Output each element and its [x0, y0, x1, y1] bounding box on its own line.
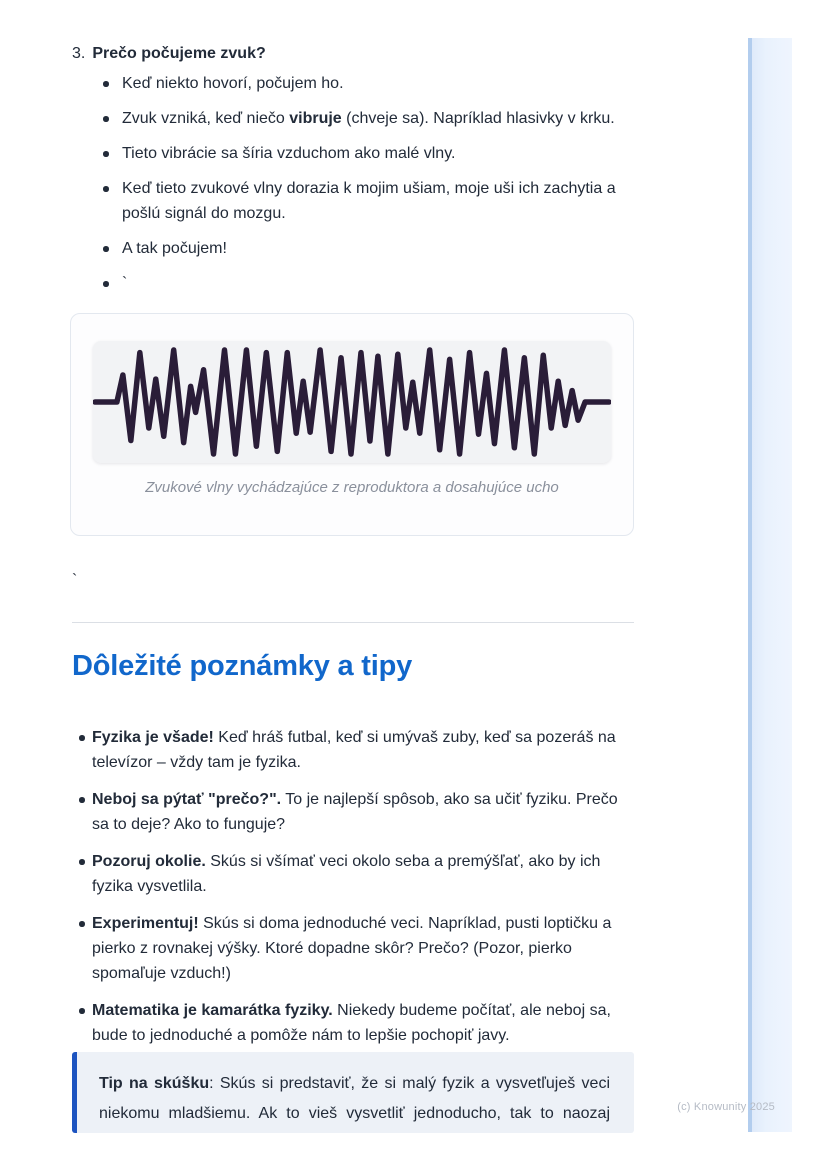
sound-wave-card: [93, 341, 611, 463]
next-page-edge-bar[interactable]: [748, 38, 792, 1132]
list-item: Keď tieto zvukové vlny dorazia k mojim ušiam, moje uši ich zachytia a pošlú signál do mozgu.: [122, 176, 634, 226]
list-item: Pozoruj okolie. Skús si všímať veci okolo seba a premýšľať, ako by ich fyzika vysvetlila.: [92, 849, 634, 899]
list-item: A tak počujem!: [122, 236, 634, 261]
question-heading: [72, 41, 634, 66]
question-title: Prečo počujeme zvuk?: [92, 45, 266, 62]
question-bullet-list: [72, 71, 634, 296]
question-section: [72, 41, 634, 306]
section-heading: Dôležité poznámky a tipy: [72, 650, 413, 682]
sound-wave-icon: [93, 341, 611, 463]
tip-callout: [72, 1052, 634, 1133]
stray-backtick-text: `: [72, 572, 78, 589]
section-divider: [72, 622, 634, 623]
copyright-text: (c) Knowunity 2025: [677, 1101, 775, 1113]
list-item: Matematika je kamarátka fyziky. Niekedy budeme počítať, ale neboj sa, bude to jednoduché a pomôže nám to lepšie pochopiť javy.: [92, 998, 634, 1048]
sound-wave-figure: [70, 313, 634, 536]
list-item: Neboj sa pýtať "prečo?". To je najlepší spôsob, ako sa učiť fyziku. Prečo sa to deje? Ako to funguje?: [92, 787, 634, 837]
list-item: Keď niekto hovorí, počujem ho.: [122, 71, 634, 96]
tip-text: Tip na skúšku: Skús si predstaviť, že si malý fyzik a vysvetľuješ veci niekomu mladšiemu. Ak to vieš vysvetliť jednoducho, tak to naozaj: [99, 1075, 611, 1122]
list-item: Tieto vibrácie sa šíria vzduchom ako malé vlny.: [122, 141, 634, 166]
list-item: Fyzika je všade! Keď hráš futbal, keď si umývaš zuby, keď sa pozeráš na televízor – vždy tam je fyzika.: [92, 725, 634, 775]
notes-bullet-list: [72, 725, 634, 1060]
list-item: Zvuk vzniká, keď niečo vibruje (chveje sa). Napríklad hlasivky v krku.: [122, 106, 634, 131]
figure-caption: Zvukové vlny vychádzajúce z reproduktora a dosahujúce ucho: [145, 479, 559, 496]
question-number: 3.: [72, 45, 86, 62]
list-item: Experimentuj! Skús si doma jednoduché veci. Napríklad, pusti loptičku a pierko z rovnakej výšky. Ktoré dopadne skôr? Prečo? (Pozor, pierko spomaľuje vzduch!): [92, 911, 634, 986]
list-item: `: [122, 271, 634, 296]
